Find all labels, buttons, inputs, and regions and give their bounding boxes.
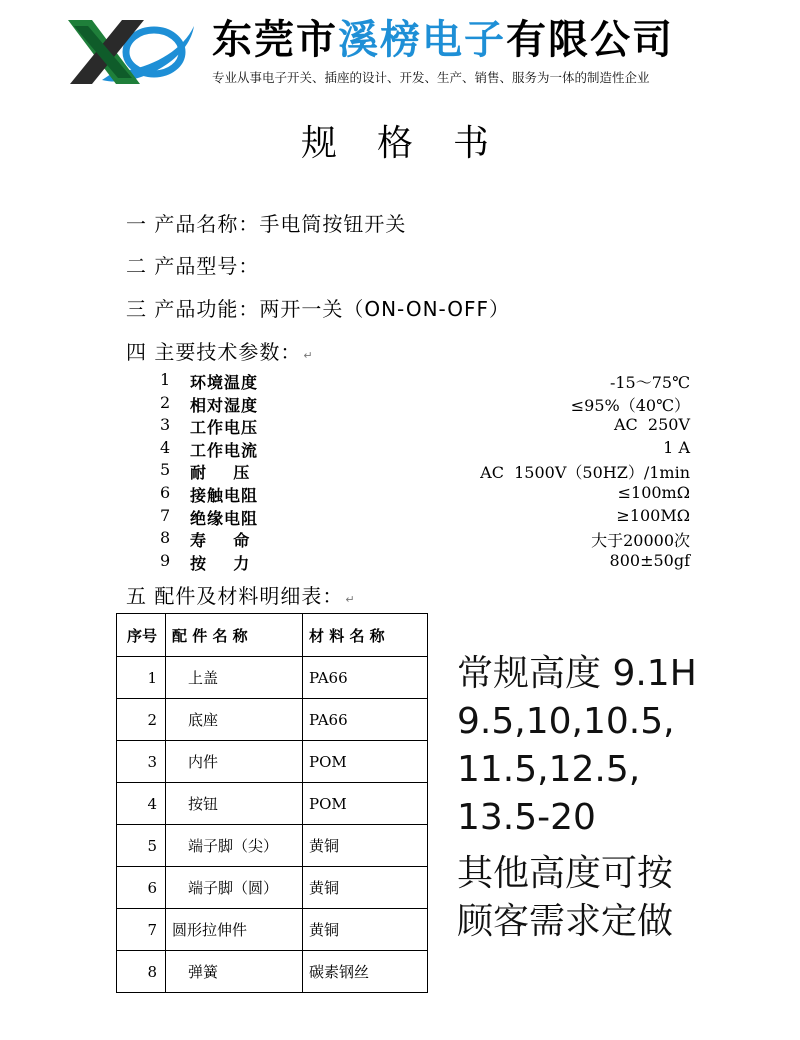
document-title: 规格书 xyxy=(300,123,529,164)
param-index: 2 xyxy=(160,392,171,412)
table-row xyxy=(117,783,428,825)
side-note-line-2: 9.5,10,10.5, xyxy=(457,701,675,742)
param-row xyxy=(160,551,720,573)
param-index: 5 xyxy=(160,460,171,480)
company-logo xyxy=(62,12,202,90)
param-row xyxy=(160,528,720,550)
cell-part-name: 端子脚（圆） xyxy=(166,867,303,909)
param-value: ≥100MΩ xyxy=(616,505,690,525)
company-name-part1: 东莞市 xyxy=(212,17,338,63)
cell-material: 黄铜 xyxy=(303,867,428,909)
param-name: 工作电流 xyxy=(190,440,259,460)
param-name: 接触电阻 xyxy=(190,486,259,505)
param-value: ≤95%（40℃） xyxy=(570,395,690,415)
main-params-heading-text: 四 主要技术参数： xyxy=(126,340,302,364)
param-value: ≤100mΩ xyxy=(617,483,690,502)
cell-part-name: 按钮 xyxy=(166,783,303,825)
param-row xyxy=(160,460,720,482)
param-name: 寿 命 xyxy=(190,531,251,551)
cell-index: 3 xyxy=(117,741,166,783)
param-name: 按 力 xyxy=(190,553,251,573)
paragraph-mark-icon: ↵ xyxy=(303,349,314,362)
parts-table xyxy=(116,613,428,993)
cell-index: 2 xyxy=(117,699,166,741)
cell-part-name: 上盖 xyxy=(166,657,303,699)
cell-index: 4 xyxy=(117,783,166,825)
parts-table-heading xyxy=(126,580,356,609)
cell-index: 5 xyxy=(117,825,166,867)
param-index: 6 xyxy=(160,483,171,502)
param-value: -15～75℃ xyxy=(609,373,690,392)
table-row xyxy=(117,741,428,783)
side-note-line-3: 11.5,12.5, xyxy=(457,749,641,790)
cell-material: 黄铜 xyxy=(303,825,428,867)
cell-material: 碳素钢丝 xyxy=(303,951,428,993)
param-row xyxy=(160,393,720,415)
param-index: 3 xyxy=(160,415,171,435)
header-cell-part-name: 配 件 名 称 xyxy=(166,614,303,657)
cell-material: POM xyxy=(303,741,428,783)
product-name-line: 一 产品名称：手电筒按钮开关 xyxy=(126,212,407,236)
side-note-line-6: 顾客需求定做 xyxy=(457,901,674,942)
cell-index: 1 xyxy=(117,657,166,699)
param-name: 相对湿度 xyxy=(190,395,259,415)
cell-material: 黄铜 xyxy=(303,909,428,951)
cell-material: POM xyxy=(303,783,428,825)
param-row xyxy=(160,506,720,528)
param-row xyxy=(160,438,720,460)
cell-material: PA66 xyxy=(303,657,428,699)
param-index: 4 xyxy=(160,437,171,457)
table-header-row xyxy=(117,614,428,657)
product-model-line: 二 产品型号： xyxy=(126,254,260,278)
param-value: 大于20000次 xyxy=(591,531,690,551)
param-row xyxy=(160,415,720,437)
cell-index: 8 xyxy=(117,951,166,993)
cell-material: PA66 xyxy=(303,699,428,741)
side-note-line-1: 常规高度 9.1H xyxy=(457,653,697,694)
parts-table-heading-text: 五 配件及材料明细表： xyxy=(126,584,344,608)
cell-part-name: 内件 xyxy=(166,741,303,783)
param-index: 9 xyxy=(160,550,171,570)
param-index: 7 xyxy=(160,505,171,525)
side-note-line-4: 13.5-20 xyxy=(457,797,596,838)
paragraph-mark-icon: ↵ xyxy=(345,593,356,606)
cell-part-name: 弹簧 xyxy=(166,951,303,993)
cell-index: 7 xyxy=(117,909,166,951)
param-index: 1 xyxy=(160,370,171,389)
header-cell-index: 序号 xyxy=(117,614,166,657)
table-row xyxy=(117,825,428,867)
cell-part-name: 端子脚（尖） xyxy=(166,825,303,867)
product-function-line: 三 产品功能：两开一关（ON-ON-OFF） xyxy=(126,297,511,321)
param-name: 环境温度 xyxy=(190,373,259,392)
param-index: 8 xyxy=(160,528,171,548)
side-note-line-5: 其他高度可按 xyxy=(457,853,674,894)
main-params-heading xyxy=(126,336,314,365)
table-row xyxy=(117,867,428,909)
param-name: 工作电压 xyxy=(190,418,259,438)
param-row xyxy=(160,483,720,505)
cell-index: 6 xyxy=(117,867,166,909)
table-row xyxy=(117,909,428,951)
param-value: 1 A xyxy=(663,437,690,457)
company-name-part2: 溪榜电子 xyxy=(338,17,506,63)
company-slogan: 专业从事电子开关、插座的设计、开发、生产、销售、服务为一体的制造性企业 xyxy=(212,70,650,85)
cell-part-name: 圆形拉伸件 xyxy=(166,909,303,951)
company-name xyxy=(212,16,674,64)
table-row xyxy=(117,951,428,993)
param-row xyxy=(160,370,720,392)
param-name: 耐 压 xyxy=(190,463,251,483)
company-name-part3: 有限公司 xyxy=(506,17,674,63)
table-row xyxy=(117,699,428,741)
param-name: 绝缘电阻 xyxy=(190,508,259,528)
table-row xyxy=(117,657,428,699)
parts-table-body xyxy=(117,657,428,993)
param-value: AC 1500V（50HZ）/1min xyxy=(480,463,690,483)
cell-part-name: 底座 xyxy=(166,699,303,741)
param-value: 800±50gf xyxy=(609,550,690,570)
param-value: AC 250V xyxy=(613,415,690,435)
header-cell-material: 材 料 名 称 xyxy=(303,614,428,657)
